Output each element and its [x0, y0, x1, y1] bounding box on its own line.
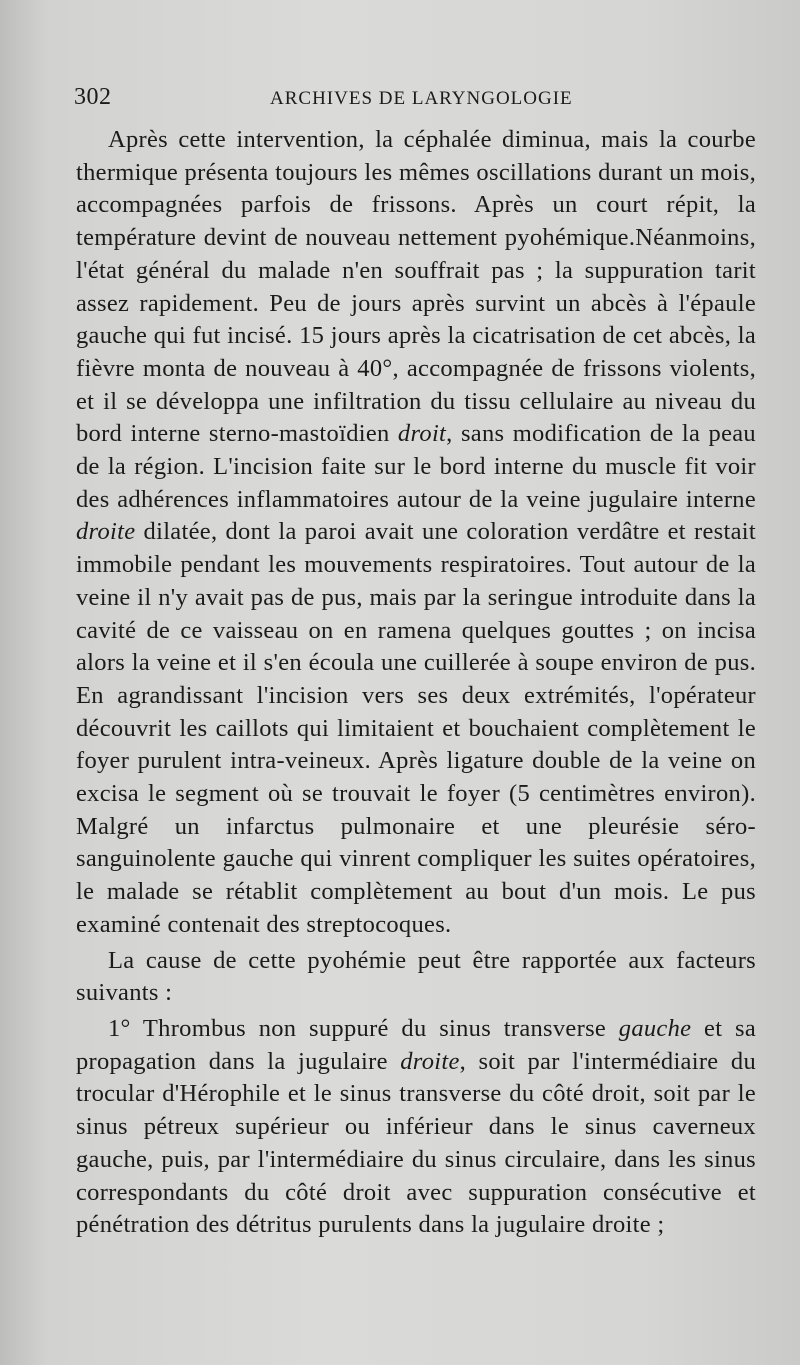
text-segment: 1° Thrombus non suppuré du sinus transverse — [108, 1014, 619, 1042]
running-title: ARCHIVES DE LARYNGOLOGIE — [270, 88, 573, 109]
page-header — [74, 84, 754, 114]
text-segment: , sans modification de la peau de la région. L'incision faite sur le bord interne du muscle fit voir des adhérences inflammatoires autour de la veine jugulaire interne — [76, 420, 756, 513]
italic-text: droit — [397, 420, 447, 448]
paragraph-causes-intro — [76, 945, 756, 1010]
italic-text: gauche — [618, 1014, 692, 1042]
italic-text: droite — [76, 518, 136, 546]
text-segment: , soit par l'intermédiaire du trocular d'Hérophile et le sinus transverse du côté droit, soit par le sinus pétreux supérieur ou inférieur dans le sinus caverneux gauche, puis, par l'intermédiaire du sinus circulaire, dans les sinus correspondants du côté droit avec suppuration consécutive et pénétration des détritus purulents dans la jugulaire droite ; — [76, 1047, 756, 1239]
text-segment: dilatée, dont la paroi avait une coloration verdâtre et restait immobile pendant les mouvements respiratoires. Tout autour de la veine il n'y avait pas de pus, mais par la seringue introduite dans la cavité de ce vaisseau on en ramena quelques gouttes ; on incisa alors la veine et il s'en écoula une cuillerée à soupe environ de pus. En agrandissant l'incision vers ses deux extrémités, l'opérateur découvrit les caillots qui limitaient et bouchaient complètement le foyer purulent intra-veineux. Après ligature double de la veine on excisa le segment où se trouvait le foyer (5 centimètres environ). Malgré un infarctus pulmonaire et une pleurésie séro-sanguinolente gauche qui vinrent compliquer les suites opératoires, le malade se rétablit complètement au bout d'un mois. Le pus examiné contenait des streptocoques. — [76, 518, 756, 938]
paragraph-cause-1 — [76, 1013, 756, 1242]
paragraph-case-report — [76, 124, 756, 942]
body-text — [76, 124, 756, 1242]
italic-text: droite — [400, 1047, 460, 1075]
text-segment: Après cette intervention, la céphalée diminua, mais la courbe thermique présenta toujours les mêmes oscillations durant un mois, accompagnées parfois de frissons. Après un court répit, la température devint de nouveau nettement pyohémique.Néanmoins, l'état général du malade n'en souffrait pas ; la suppuration tarit assez rapidement. Peu de jours après survint un abcès à l'épaule gauche qui fut incisé. 15 jours après la cicatrisation de cet abcès, la fièvre monta de nouveau à 40°, accompagnée de frissons violents, et il se développa une infiltration du tissu cellulaire au niveau du bord interne sterno-mastoïdien — [76, 126, 756, 448]
text-segment: La cause de cette pyohémie peut être rapportée aux facteurs suivants : — [76, 946, 756, 1007]
text-segment: et sa propagation dans la jugulaire — [76, 1014, 756, 1075]
page-number: 302 — [74, 84, 112, 110]
